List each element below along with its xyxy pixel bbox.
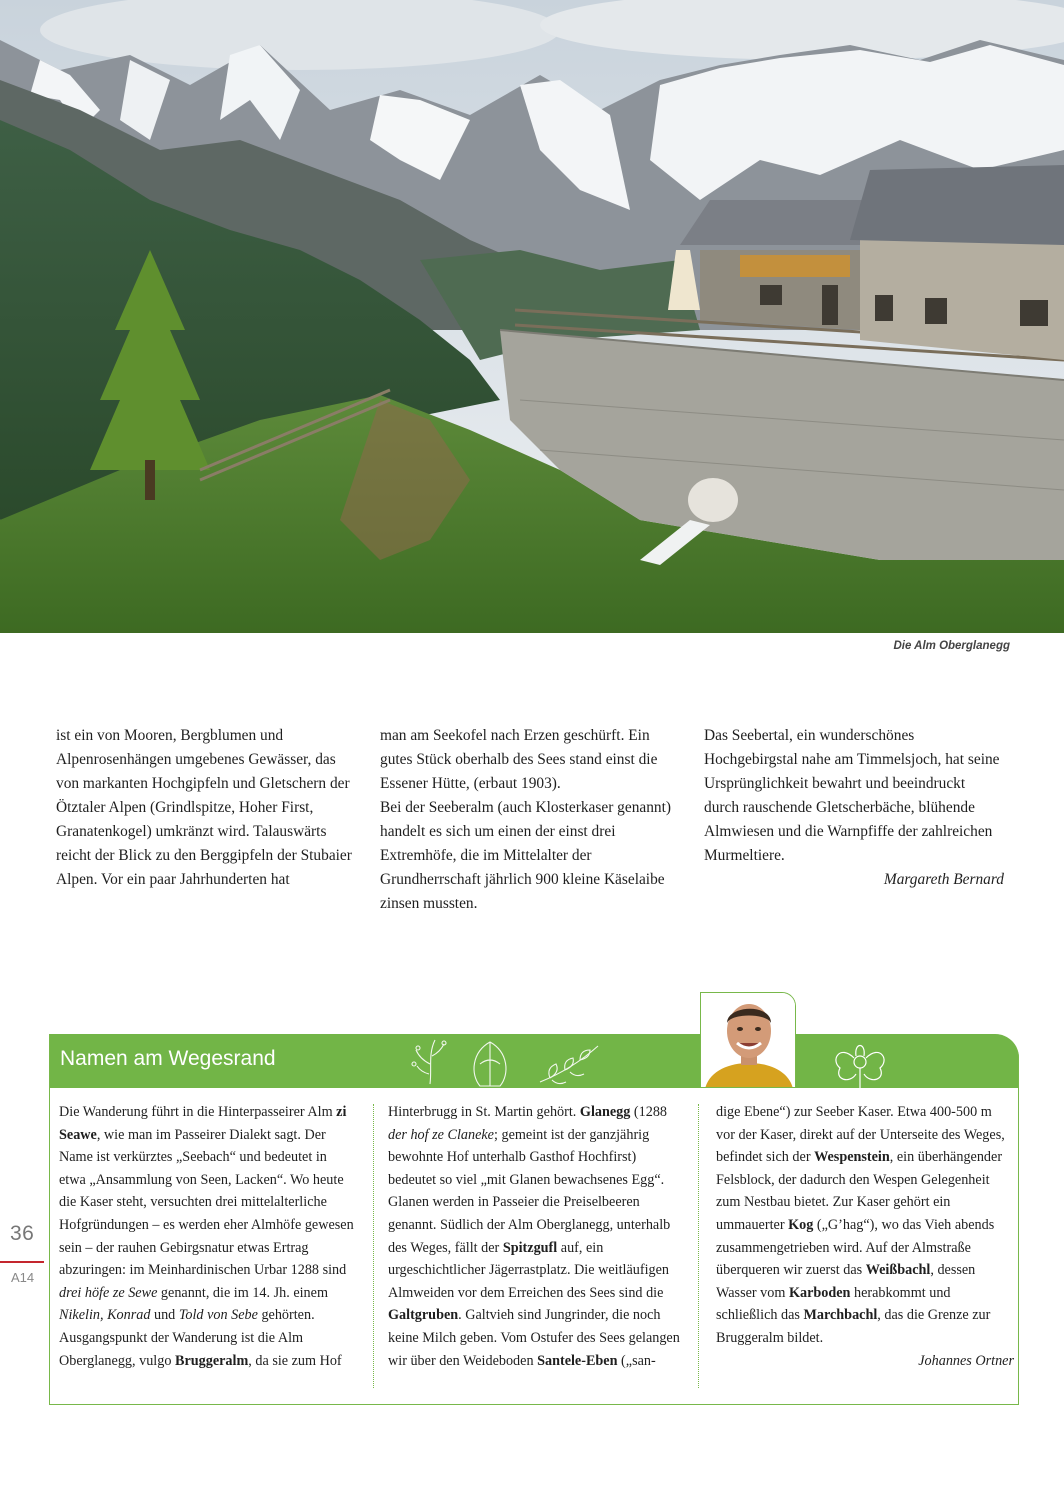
author-portrait-illustration <box>701 993 796 1088</box>
header-photo <box>0 0 1064 633</box>
page-number: 36 <box>10 1222 35 1245</box>
column-divider <box>698 1104 699 1388</box>
box-paragraph-3: dige Ebene“) zur Seeber Kaser. Etwa 400-500 m vor der Kaser, direkt auf der Unterseite des Weges, befindet sich der Wespenstein, ein überhängender Felsblock, der dadurch den Wespen Gelegenheit zum Nestbau bietet. Zur Kaser gehört ein ummauerter Kog („G’hag“), wo das Vieh abends zusammengetrieben wird. Auf der Almstraße überqueren wir zuerst das Weißbachl, dessen Wasser vom Karboden herabkommt und schließlich das Marchbachl, das die Grenze zur Bruggeralm bildet. <box>716 1104 1005 1346</box>
box-paragraph-2: Hinterbrugg in St. Martin gehört. Glanegg (1288 der hof ze Claneke; gemeint ist der ganzjährig bewohnte Hof unterhalb Gasthof Hochfirst) bedeutet so viel „mit Glanen bewachsenes Egg“. Glanen werden in Passeier die Preiselbeeren genannt. Südlich der Alm Oberglanegg, unterhalb des Weges, fällt der Spitzgufl auf, ein urgeschichtlicher Jägerrastplatz. Die weitläufigen Almweiden vor dem Erreichen des Sees sind die Galtgruben. Galtvieh sind Jungrinder, die noch keine Milch geben. Vom Ostufer des Sees gelangen wir über den Weideboden Santele-Eben („san- <box>388 1104 680 1369</box>
box-column-3 <box>716 1101 1014 1372</box>
column-divider <box>373 1104 374 1388</box>
poppy-flower-icon <box>820 1034 900 1088</box>
intro-paragraph-2b: Bei der Seeberalm (auch Klosterkaser genannt) handelt es sich um einen der einst drei Extremhöfe, die im Mittelalter der Grundherrschaft jährlich 900 kleine Käselaibe zinsen mussten. <box>380 799 672 912</box>
floral-decoration-icon <box>400 1034 600 1088</box>
intro-column-3 <box>704 724 1004 892</box>
box-column-1 <box>59 1101 357 1372</box>
intro-paragraph-2a: man am Seekofel nach Erzen geschürft. Ein gutes Stück oberhalb des Sees stand einst die Essener Hütte, (erbaut 1903). <box>380 727 658 792</box>
page-section-code: A14 <box>11 1270 35 1285</box>
photo-caption: Die Alm Oberglanegg <box>893 640 1010 652</box>
intro-column-2 <box>380 724 680 916</box>
intro-paragraph-3: Das Seebertal, ein wunderschönes Hochgebirgstal nahe am Timmelsjoch, hat seine Ursprünglichkeit bewahrt und beeindruckt durch rauschende Gletscherbäche, blühende Almwiesen und die Warnpfiffe der zahlreichen Murmeltiere. <box>704 727 1000 864</box>
box-title: Namen am Wegesrand <box>60 1047 276 1070</box>
box-paragraph-1: Die Wanderung führt in die Hinterpasseirer Alm zi Seawe, wie man im Passeirer Dialekt sagt. Der Name ist verkürztes „Seebach“ und bedeutet in etwa „Ansammlung von Seen, Lacken“. Wo heute die Kaser steht, versuchten drei mittelalterliche Hofgründungen – es werden eher Almhöfe gewesen sein – der rauhen Gebirgsnatur etwas Ertrag abzuringen: im Meinhardinischen Urbar 1288 sind drei höfe ze Sewe genannt, die im 14. Jh. einem Nikelin, Konrad und Told von Sebe gehörten. Ausgangspunkt der Wanderung ist die Alm Oberglanegg, vulgo Bruggeralm, da sie zum Hof <box>59 1104 354 1369</box>
box-author: Johannes Ortner <box>918 1352 1014 1369</box>
page-number-divider <box>0 1261 44 1263</box>
intro-column-1 <box>56 724 356 892</box>
alpine-photo-illustration <box>0 0 1064 633</box>
author-portrait <box>700 992 796 1088</box>
box-column-2 <box>388 1101 686 1372</box>
intro-paragraph-1: ist ein von Mooren, Bergblumen und Alpenrosenhängen umgebenes Gewässer, das von markanten Hochgipfeln und Gletschern der Ötztaler Alpen (Grindlspitze, Hoher First, Granatenkogel) umkränzt wird. Talauswärts reicht der Blick zu den Berggipfeln der Stubaier Alpen. Vor ein paar Jahrhunderten hat <box>56 727 352 888</box>
intro-author: Margareth Bernard <box>883 871 1004 888</box>
